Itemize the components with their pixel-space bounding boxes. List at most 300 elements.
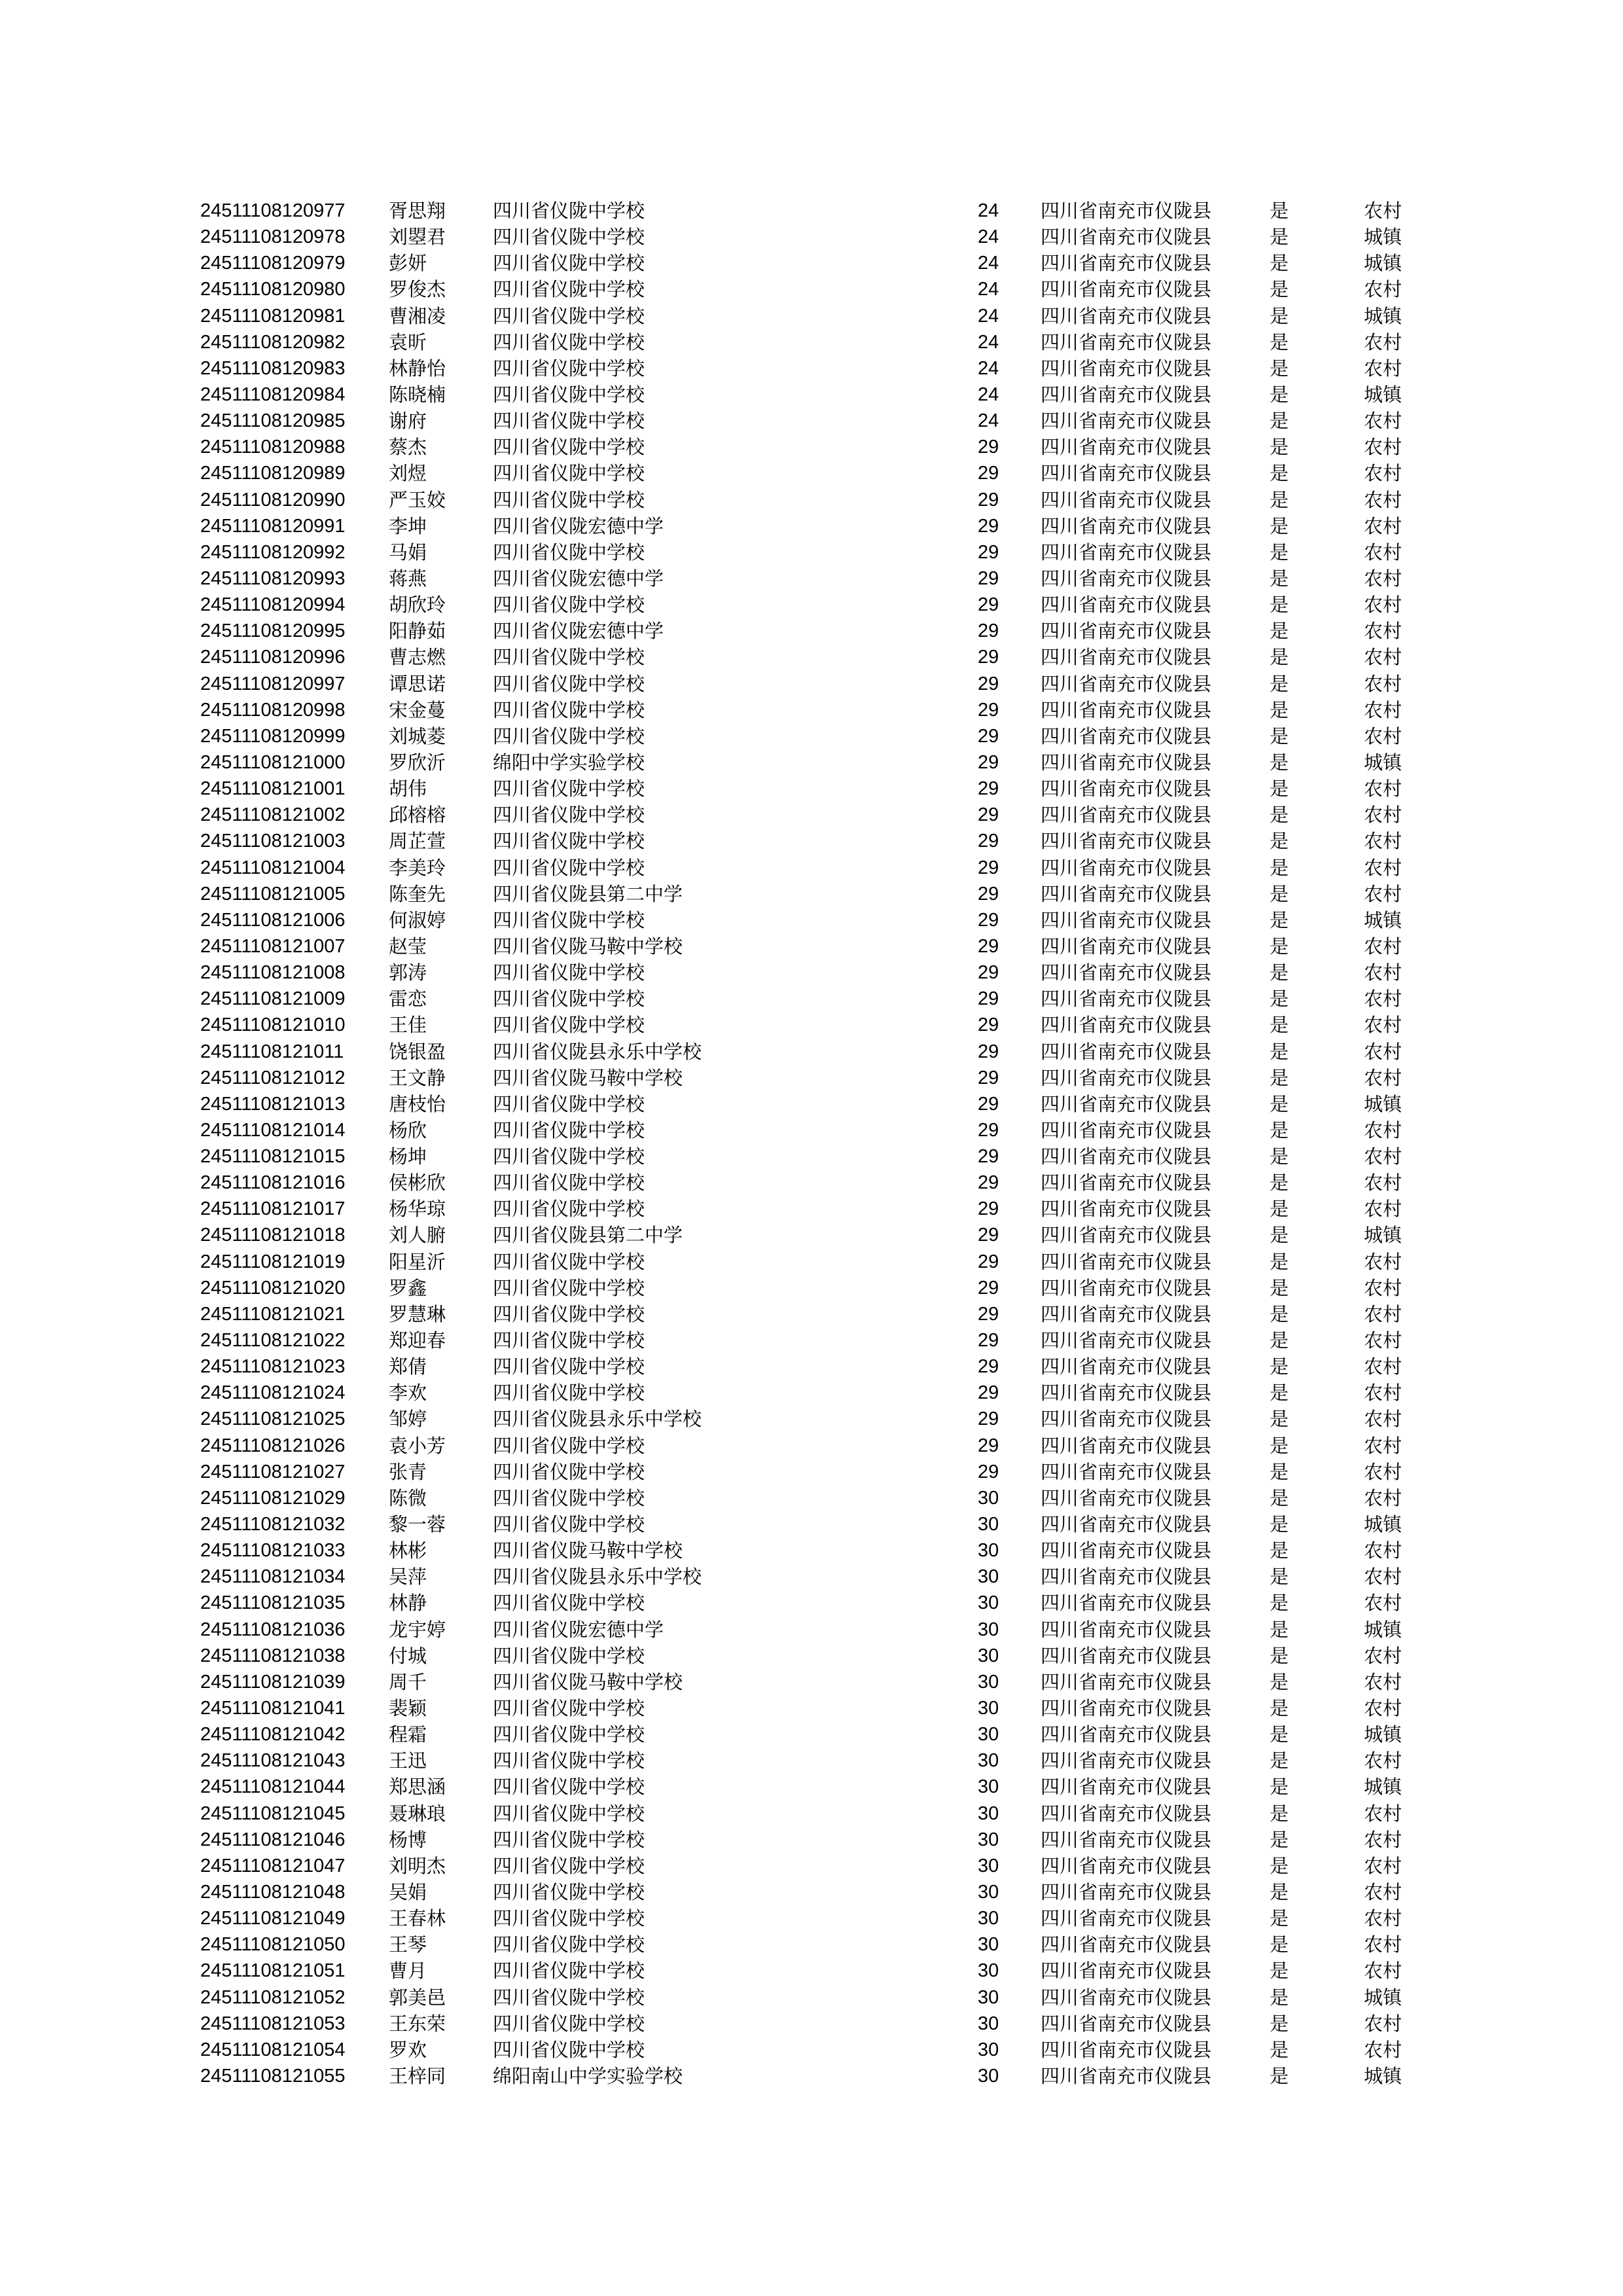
code-value: 24 — [978, 357, 999, 379]
flag-value: 是 — [1270, 1670, 1289, 1693]
table-row — [200, 1511, 1431, 1537]
student-name: 彭妍 — [389, 252, 427, 275]
table-row — [200, 303, 1431, 329]
registration-number: 24511108121033 — [200, 1540, 346, 1562]
residence-type: 农村 — [1364, 725, 1402, 747]
code-value: 29 — [978, 1435, 999, 1456]
code-value: 30 — [978, 1592, 999, 1614]
student-name: 罗慧琳 — [389, 1302, 446, 1325]
registration-number: 24511108121001 — [200, 778, 346, 800]
region: 四川省南充市仪陇县 — [1041, 1119, 1212, 1141]
registration-number: 24511108121021 — [200, 1303, 346, 1325]
registration-number: 24511108121006 — [200, 909, 346, 931]
school-name: 四川省仪陇县永乐中学校 — [493, 1040, 702, 1063]
residence-type: 农村 — [1364, 594, 1402, 617]
code-value: 30 — [978, 1671, 999, 1693]
code-value: 29 — [978, 673, 999, 694]
residence-type: 城镇 — [1364, 2064, 1402, 2087]
region: 四川省南充市仪陇县 — [1041, 725, 1212, 747]
school-name: 四川省仪陇中学校 — [493, 541, 645, 564]
registration-number: 24511108121005 — [200, 883, 346, 905]
flag-value: 是 — [1270, 462, 1289, 485]
residence-type: 农村 — [1364, 1828, 1402, 1851]
flag-value: 是 — [1270, 1933, 1289, 1956]
student-name: 黎一蓉 — [389, 1513, 446, 1536]
residence-type: 农村 — [1364, 436, 1402, 459]
code-value: 29 — [978, 594, 999, 616]
table-row — [200, 671, 1431, 697]
region: 四川省南充市仪陇县 — [1041, 2012, 1212, 2035]
school-name: 四川省仪陇县第二中学 — [493, 882, 683, 905]
region: 四川省南充市仪陇县 — [1041, 778, 1212, 800]
school-name: 四川省仪陇中学校 — [493, 1933, 645, 1956]
school-name: 四川省仪陇宏德中学 — [493, 620, 664, 643]
flag-value: 是 — [1270, 1276, 1289, 1299]
region: 四川省南充市仪陇县 — [1041, 1670, 1212, 1693]
table-row — [200, 592, 1431, 618]
school-name: 四川省仪陇中学校 — [493, 1486, 645, 1509]
region: 四川省南充市仪陇县 — [1041, 1592, 1212, 1615]
code-value: 29 — [978, 1198, 999, 1220]
residence-type: 农村 — [1364, 2038, 1402, 2061]
table-row — [200, 1354, 1431, 1380]
school-name: 四川省仪陇中学校 — [493, 594, 645, 617]
flag-value: 是 — [1270, 1907, 1289, 1930]
residence-type: 城镇 — [1364, 252, 1402, 275]
table-row — [200, 1249, 1431, 1275]
registration-number: 24511108120996 — [200, 647, 346, 668]
student-name: 刘人腑 — [389, 1224, 446, 1247]
code-value: 24 — [978, 305, 999, 327]
flag-value: 是 — [1270, 278, 1289, 301]
registration-number: 24511108121012 — [200, 1067, 346, 1088]
code-value: 24 — [978, 253, 999, 274]
region: 四川省南充市仪陇县 — [1041, 1382, 1212, 1405]
registration-number: 24511108120989 — [200, 463, 346, 484]
table-row — [200, 1065, 1431, 1091]
table-row — [200, 802, 1431, 828]
table-row — [200, 1012, 1431, 1038]
region: 四川省南充市仪陇县 — [1041, 1986, 1212, 2009]
student-name: 侯彬欣 — [389, 1172, 446, 1194]
flag-value: 是 — [1270, 436, 1289, 459]
flag-value: 是 — [1270, 383, 1289, 406]
residence-type: 农村 — [1364, 620, 1402, 643]
region: 四川省南充市仪陇县 — [1041, 1881, 1212, 1903]
student-name: 周芷萱 — [389, 830, 446, 853]
registration-number: 24511108120985 — [200, 410, 346, 432]
student-name: 阳静茹 — [389, 620, 446, 643]
school-name: 四川省仪陇中学校 — [493, 988, 645, 1011]
residence-type: 农村 — [1364, 1933, 1402, 1956]
flag-value: 是 — [1270, 1802, 1289, 1825]
table-row — [200, 1774, 1431, 1800]
flag-value: 是 — [1270, 1434, 1289, 1457]
school-name: 四川省仪陇马鞍中学校 — [493, 1670, 683, 1693]
school-name: 四川省仪陇中学校 — [493, 830, 645, 853]
flag-value: 是 — [1270, 1355, 1289, 1378]
residence-type: 农村 — [1364, 1854, 1402, 1877]
student-name: 宋金蔓 — [389, 698, 446, 721]
residence-type: 城镇 — [1364, 751, 1402, 774]
region: 四川省南充市仪陇县 — [1041, 804, 1212, 827]
code-value: 29 — [978, 647, 999, 668]
student-name: 杨坤 — [389, 1145, 427, 1168]
registration-number: 24511108121043 — [200, 1750, 346, 1772]
region: 四川省南充市仪陇县 — [1041, 1854, 1212, 1877]
code-value: 30 — [978, 2065, 999, 2087]
code-value: 24 — [978, 226, 999, 248]
code-value: 24 — [978, 384, 999, 405]
code-value: 29 — [978, 567, 999, 589]
residence-type: 农村 — [1364, 567, 1402, 590]
school-name: 四川省仪陇中学校 — [493, 1723, 645, 1746]
registration-number: 24511108121042 — [200, 1724, 346, 1746]
school-name: 四川省仪陇中学校 — [493, 1592, 645, 1615]
registration-number: 24511108121007 — [200, 935, 346, 957]
student-name: 李欢 — [389, 1382, 427, 1405]
region: 四川省南充市仪陇县 — [1041, 646, 1212, 669]
table-row — [200, 2037, 1431, 2063]
residence-type: 农村 — [1364, 830, 1402, 853]
flag-value: 是 — [1270, 1644, 1289, 1667]
table-row — [200, 1564, 1431, 1590]
student-name: 陈奎先 — [389, 882, 446, 905]
student-name: 袁昕 — [389, 331, 427, 353]
code-value: 29 — [978, 857, 999, 878]
registration-number: 24511108121013 — [200, 1093, 346, 1115]
registration-number: 24511108121048 — [200, 1882, 346, 1903]
student-name: 郭涛 — [389, 961, 427, 984]
school-name: 四川省仪陇中学校 — [493, 856, 645, 879]
table-row — [200, 1617, 1431, 1643]
table-row — [200, 907, 1431, 933]
residence-type: 农村 — [1364, 488, 1402, 511]
registration-number: 24511108121055 — [200, 2065, 346, 2087]
region: 四川省南充市仪陇县 — [1041, 1329, 1212, 1352]
flag-value: 是 — [1270, 1014, 1289, 1037]
code-value: 30 — [978, 1986, 999, 2008]
region: 四川省南充市仪陇县 — [1041, 1749, 1212, 1772]
student-name: 陈晓楠 — [389, 383, 446, 406]
code-value: 24 — [978, 331, 999, 353]
region: 四川省南充市仪陇县 — [1041, 856, 1212, 879]
student-name: 马娟 — [389, 541, 427, 564]
registration-number: 24511108120980 — [200, 279, 346, 300]
residence-type: 农村 — [1364, 1408, 1402, 1431]
region: 四川省南充市仪陇县 — [1041, 620, 1212, 643]
region: 四川省南充市仪陇县 — [1041, 462, 1212, 485]
code-value: 30 — [978, 1882, 999, 1903]
code-value: 29 — [978, 804, 999, 826]
student-name: 郑迎春 — [389, 1329, 446, 1352]
flag-value: 是 — [1270, 541, 1289, 564]
flag-value: 是 — [1270, 961, 1289, 984]
table-row — [200, 776, 1431, 802]
residence-type: 农村 — [1364, 1670, 1402, 1693]
registration-number: 24511108120983 — [200, 357, 346, 379]
region: 四川省南充市仪陇县 — [1041, 751, 1212, 774]
flag-value: 是 — [1270, 1382, 1289, 1405]
registration-number: 24511108120979 — [200, 253, 346, 274]
student-name: 唐枝怡 — [389, 1092, 446, 1115]
registration-number: 24511108121049 — [200, 1908, 346, 1929]
flag-value: 是 — [1270, 1960, 1289, 1982]
flag-value: 是 — [1270, 1854, 1289, 1877]
table-row — [200, 513, 1431, 539]
school-name: 四川省仪陇中学校 — [493, 1276, 645, 1299]
residence-type: 农村 — [1364, 514, 1402, 537]
region: 四川省南充市仪陇县 — [1041, 567, 1212, 590]
code-value: 29 — [978, 988, 999, 1010]
code-value: 29 — [978, 751, 999, 773]
code-value: 29 — [978, 1172, 999, 1194]
table-row — [200, 1222, 1431, 1248]
registration-number: 24511108121008 — [200, 962, 346, 984]
residence-type: 农村 — [1364, 1276, 1402, 1299]
residence-type: 农村 — [1364, 200, 1402, 222]
code-value: 29 — [978, 515, 999, 537]
school-name: 四川省仪陇中学校 — [493, 778, 645, 800]
region: 四川省南充市仪陇县 — [1041, 882, 1212, 905]
student-name: 聂琳琅 — [389, 1802, 446, 1825]
registration-number: 24511108121023 — [200, 1356, 346, 1378]
residence-type: 农村 — [1364, 1145, 1402, 1168]
table-row — [200, 408, 1431, 434]
school-name: 四川省仪陇中学校 — [493, 1329, 645, 1352]
region: 四川省南充市仪陇县 — [1041, 226, 1212, 249]
region: 四川省南充市仪陇县 — [1041, 1539, 1212, 1562]
table-row — [200, 1406, 1431, 1432]
student-name: 胡伟 — [389, 778, 427, 800]
registration-number: 24511108121038 — [200, 1645, 346, 1666]
school-name: 四川省仪陇中学校 — [493, 1802, 645, 1825]
residence-type: 农村 — [1364, 804, 1402, 827]
residence-type: 农村 — [1364, 1592, 1402, 1615]
school-name: 四川省仪陇中学校 — [493, 961, 645, 984]
school-name: 四川省仪陇中学校 — [493, 1092, 645, 1115]
residence-type: 农村 — [1364, 1302, 1402, 1325]
flag-value: 是 — [1270, 1618, 1289, 1641]
flag-value: 是 — [1270, 856, 1289, 879]
flag-value: 是 — [1270, 1408, 1289, 1431]
table-row — [200, 1958, 1431, 1984]
residence-type: 城镇 — [1364, 1092, 1402, 1115]
table-row — [200, 1380, 1431, 1406]
registration-number: 24511108120978 — [200, 226, 346, 248]
student-name: 程霜 — [389, 1723, 427, 1746]
region: 四川省南充市仪陇县 — [1041, 200, 1212, 222]
registration-number: 24511108120999 — [200, 725, 346, 747]
table-row — [200, 1301, 1431, 1327]
flag-value: 是 — [1270, 304, 1289, 327]
residence-type: 农村 — [1364, 961, 1402, 984]
school-name: 四川省仪陇中学校 — [493, 2038, 645, 2061]
school-name: 四川省仪陇县第二中学 — [493, 1224, 683, 1247]
code-value: 29 — [978, 1146, 999, 1168]
registration-number: 24511108120982 — [200, 331, 346, 353]
region: 四川省南充市仪陇县 — [1041, 1224, 1212, 1247]
residence-type: 城镇 — [1364, 908, 1402, 931]
registration-number: 24511108121054 — [200, 2039, 346, 2060]
table-row — [200, 1143, 1431, 1170]
table-row — [200, 723, 1431, 749]
residence-type: 农村 — [1364, 672, 1402, 695]
school-name: 四川省仪陇中学校 — [493, 725, 645, 747]
region: 四川省南充市仪陇县 — [1041, 594, 1212, 617]
residence-type: 农村 — [1364, 1014, 1402, 1037]
flag-value: 是 — [1270, 1145, 1289, 1168]
student-name: 郭美邑 — [389, 1986, 446, 2009]
region: 四川省南充市仪陇县 — [1041, 410, 1212, 433]
registration-number: 24511108121022 — [200, 1330, 346, 1352]
region: 四川省南充市仪陇县 — [1041, 252, 1212, 275]
residence-type: 农村 — [1364, 331, 1402, 353]
student-name: 刘曌君 — [389, 226, 446, 249]
code-value: 29 — [978, 1382, 999, 1404]
residence-type: 农村 — [1364, 1960, 1402, 1982]
student-name: 龙宇婷 — [389, 1618, 446, 1641]
code-value: 30 — [978, 1514, 999, 1535]
table-row — [200, 1327, 1431, 1354]
student-name: 王迅 — [389, 1749, 427, 1772]
school-name: 四川省仪陇宏德中学 — [493, 514, 664, 537]
region: 四川省南充市仪陇县 — [1041, 1460, 1212, 1483]
code-value: 29 — [978, 1014, 999, 1036]
school-name: 四川省仪陇中学校 — [493, 1460, 645, 1483]
table-row — [200, 828, 1431, 854]
residence-type: 农村 — [1364, 1066, 1402, 1089]
code-value: 29 — [978, 620, 999, 642]
school-name: 四川省仪陇中学校 — [493, 1198, 645, 1221]
flag-value: 是 — [1270, 1329, 1289, 1352]
region: 四川省南充市仪陇县 — [1041, 935, 1212, 958]
code-value: 29 — [978, 725, 999, 747]
residence-type: 农村 — [1364, 2012, 1402, 2035]
region: 四川省南充市仪陇县 — [1041, 830, 1212, 853]
flag-value: 是 — [1270, 725, 1289, 747]
flag-value: 是 — [1270, 1198, 1289, 1221]
code-value: 24 — [978, 200, 999, 221]
table-row — [200, 986, 1431, 1012]
code-value: 29 — [978, 962, 999, 984]
code-value: 29 — [978, 909, 999, 931]
table-row — [200, 1537, 1431, 1564]
table-row — [200, 1905, 1431, 1931]
student-name: 郑倩 — [389, 1355, 427, 1378]
table-row — [200, 434, 1431, 460]
school-name: 四川省仪陇马鞍中学校 — [493, 935, 683, 958]
code-value: 29 — [978, 1041, 999, 1062]
region: 四川省南充市仪陇县 — [1041, 672, 1212, 695]
code-value: 29 — [978, 541, 999, 563]
table-row — [200, 1748, 1431, 1774]
table-row — [200, 539, 1431, 565]
residence-type: 城镇 — [1364, 1776, 1402, 1799]
school-name: 四川省仪陇中学校 — [493, 488, 645, 511]
region: 四川省南充市仪陇县 — [1041, 1276, 1212, 1299]
registration-number: 24511108121045 — [200, 1803, 346, 1824]
code-value: 30 — [978, 1540, 999, 1562]
code-value: 29 — [978, 1251, 999, 1272]
flag-value: 是 — [1270, 1697, 1289, 1720]
registration-number: 24511108121032 — [200, 1514, 346, 1535]
student-name: 谢府 — [389, 410, 427, 433]
table-row — [200, 1643, 1431, 1669]
school-name: 四川省仪陇中学校 — [493, 1355, 645, 1378]
residence-type: 城镇 — [1364, 304, 1402, 327]
student-name: 林静 — [389, 1592, 427, 1615]
flag-value: 是 — [1270, 1172, 1289, 1194]
region: 四川省南充市仪陇县 — [1041, 1355, 1212, 1378]
code-value: 29 — [978, 699, 999, 721]
flag-value: 是 — [1270, 935, 1289, 958]
student-name: 杨博 — [389, 1828, 427, 1851]
registration-number: 24511108121024 — [200, 1382, 346, 1404]
school-name: 四川省仪陇中学校 — [493, 304, 645, 327]
residence-type: 农村 — [1364, 1040, 1402, 1063]
table-row — [200, 618, 1431, 644]
student-name: 雷恋 — [389, 988, 427, 1011]
school-name: 四川省仪陇中学校 — [493, 1145, 645, 1168]
region: 四川省南充市仪陇县 — [1041, 1802, 1212, 1825]
student-name: 林静怡 — [389, 357, 446, 380]
student-name: 严玉姣 — [389, 488, 446, 511]
residence-type: 农村 — [1364, 1566, 1402, 1588]
school-name: 四川省仪陇中学校 — [493, 672, 645, 695]
code-value: 30 — [978, 1829, 999, 1850]
residence-type: 城镇 — [1364, 1986, 1402, 2009]
code-value: 30 — [978, 1566, 999, 1588]
student-name: 罗欢 — [389, 2038, 427, 2061]
region: 四川省南充市仪陇县 — [1041, 1618, 1212, 1641]
table-row — [200, 1117, 1431, 1143]
school-name: 绵阳中学实验学校 — [493, 751, 645, 774]
student-name: 裴颖 — [389, 1697, 427, 1720]
flag-value: 是 — [1270, 1224, 1289, 1247]
school-name: 四川省仪陇中学校 — [493, 383, 645, 406]
school-name: 四川省仪陇宏德中学 — [493, 567, 664, 590]
table-row — [200, 1196, 1431, 1222]
flag-value: 是 — [1270, 1986, 1289, 2009]
student-name: 付城 — [389, 1644, 427, 1667]
registration-number: 24511108121035 — [200, 1592, 346, 1614]
flag-value: 是 — [1270, 1881, 1289, 1903]
code-value: 29 — [978, 463, 999, 484]
table-row — [200, 1695, 1431, 1721]
table-row — [200, 697, 1431, 723]
registration-number: 24511108121034 — [200, 1566, 346, 1588]
flag-value: 是 — [1270, 778, 1289, 800]
region: 四川省南充市仪陇县 — [1041, 1066, 1212, 1089]
code-value: 30 — [978, 1698, 999, 1719]
table-row — [200, 644, 1431, 670]
code-value: 29 — [978, 1408, 999, 1430]
residence-type: 农村 — [1364, 278, 1402, 301]
region: 四川省南充市仪陇县 — [1041, 1408, 1212, 1431]
flag-value: 是 — [1270, 1250, 1289, 1273]
code-value: 29 — [978, 883, 999, 905]
registration-number: 24511108121025 — [200, 1408, 346, 1430]
student-name: 罗俊杰 — [389, 278, 446, 301]
registration-number: 24511108121017 — [200, 1198, 346, 1220]
school-name: 四川省仪陇中学校 — [493, 908, 645, 931]
registration-number: 24511108121041 — [200, 1698, 346, 1719]
code-value: 29 — [978, 1330, 999, 1352]
residence-type: 农村 — [1364, 646, 1402, 669]
flag-value: 是 — [1270, 908, 1289, 931]
student-name: 李坤 — [389, 514, 427, 537]
